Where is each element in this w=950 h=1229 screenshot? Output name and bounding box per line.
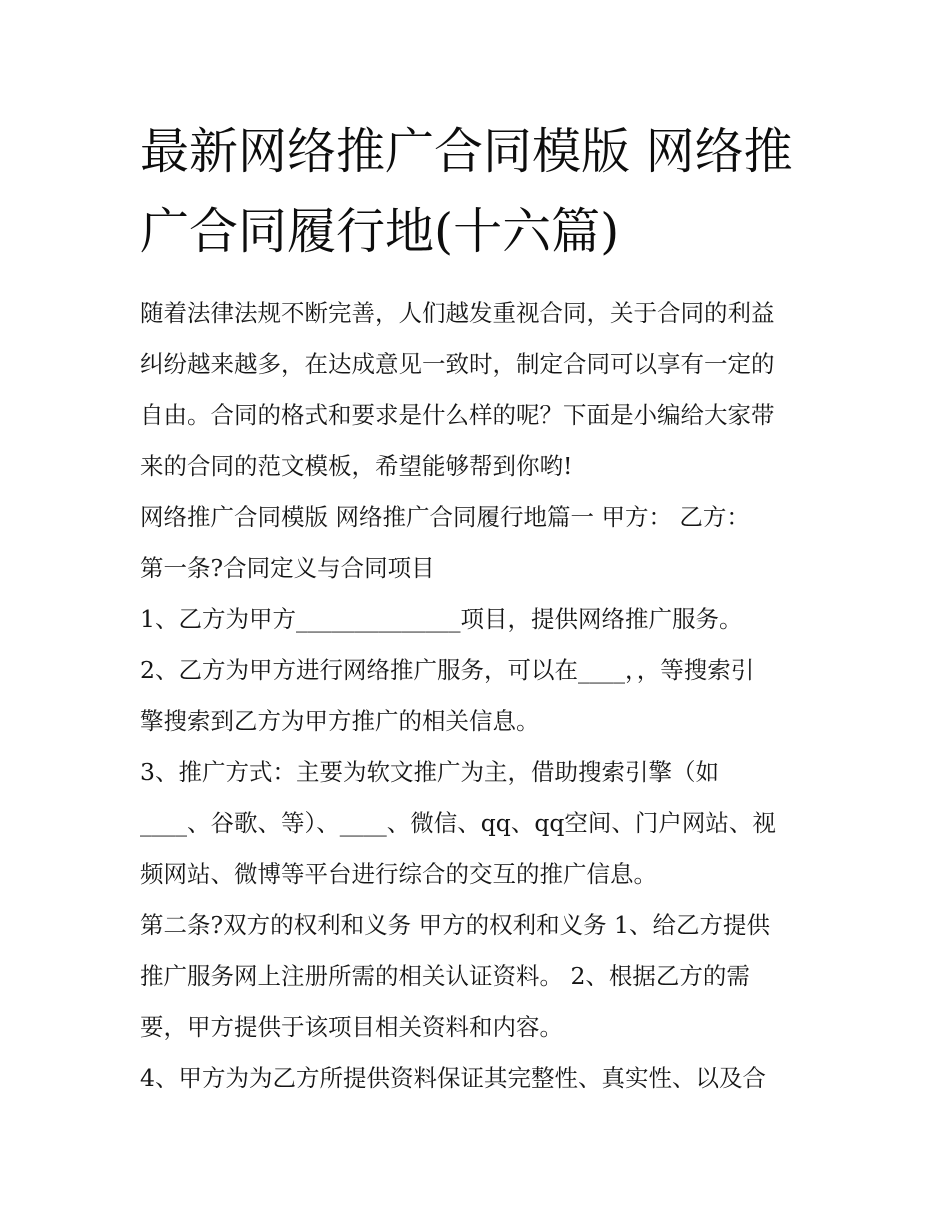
text-line: 随着法律法规不断完善，人们越发重视合同，关于合同的利益 [140, 299, 775, 327]
text-line: 要，甲方提供于该项目相关资料和内容。 [140, 1013, 563, 1041]
text-line: 网络推广合同模版 网络推广合同履行地篇一 甲方： 乙方： [140, 503, 750, 531]
clause-heading [140, 900, 820, 1053]
text-line: 3、推广方式：主要为软文推广为主，借助搜索引擎（如 [140, 758, 719, 786]
clause-item [140, 645, 820, 747]
clause-item [140, 1053, 820, 1104]
text-line: 频网站、微博等平台进行综合的交互的推广信息。 [140, 860, 657, 888]
text-line: ____、谷歌、等）、____、微信、qq、qq空间、门户网站、视 [140, 809, 776, 837]
text-line: 4、甲方为为乙方所提供资料保证其完整性、真实性、以及合 [140, 1064, 766, 1092]
document-content [140, 112, 820, 1104]
text-line: 自由。合同的格式和要求是什么样的呢？下面是小编给大家带 [140, 401, 775, 429]
title-line: 最新网络推广合同模版 网络推 [140, 123, 793, 180]
text-line: 擎搜索到乙方为甲方推广的相关信息。 [140, 707, 540, 735]
text-line: 推广服务网上注册所需的相关认证资料。 2、根据乙方的需 [140, 962, 750, 990]
text-line: 第二条?双方的权利和义务 甲方的权利和义务 1、给乙方提供 [140, 911, 770, 939]
text-line: 1、乙方为甲方______________项目，提供网络推广服务。 [140, 605, 743, 633]
text-line: 来的合同的范文模板，希望能够帮到你哟! [140, 452, 573, 480]
section-heading [140, 492, 820, 543]
document-title [140, 112, 820, 272]
text-line: 第一条?合同定义与合同项目 [140, 554, 435, 582]
intro-paragraph [140, 288, 820, 492]
clause-item [140, 594, 820, 645]
clause-heading [140, 543, 820, 594]
text-line: 2、乙方为甲方进行网络推广服务，可以在____，，等搜索引 [140, 656, 755, 684]
document-body [140, 288, 820, 1104]
clause-item [140, 747, 820, 900]
text-line: 纠纷越来越多，在达成意见一致时，制定合同可以享有一定的 [140, 350, 775, 378]
title-line: 广合同履行地(十六篇) [140, 203, 620, 260]
